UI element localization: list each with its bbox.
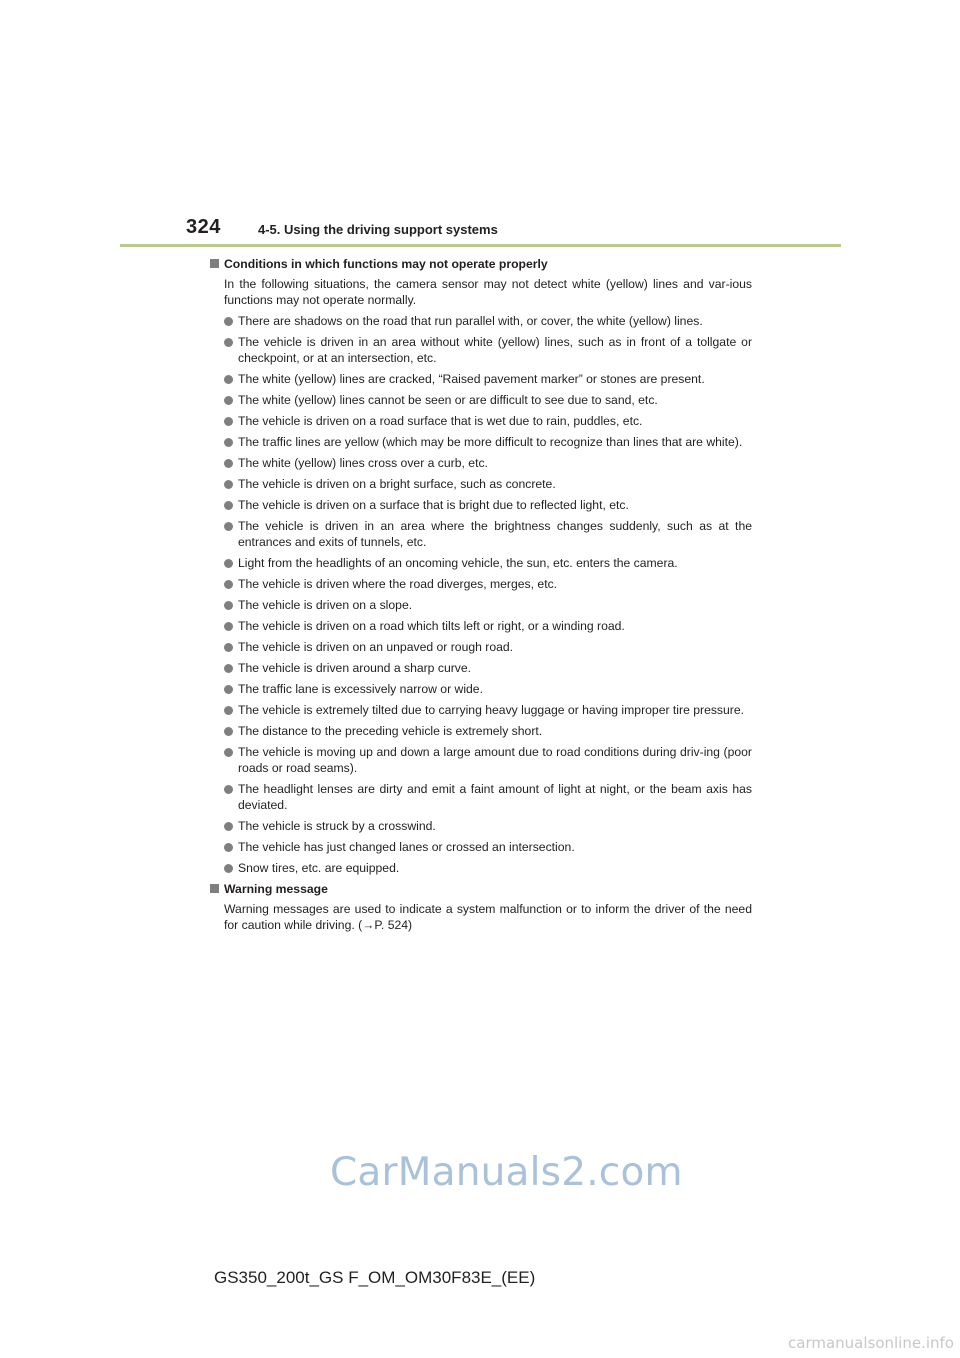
round-bullet-icon [224,559,233,568]
list-item [210,371,752,387]
list-item [210,455,752,471]
round-bullet-icon [224,727,233,736]
list-item [210,334,752,366]
list-item [210,681,752,697]
list-item [210,781,752,813]
list-item [210,576,752,592]
conditions-heading-text: Conditions in which functions may not operate properly [224,257,548,271]
round-bullet-icon [224,317,233,326]
square-bullet-icon [210,884,219,893]
list-item-text: The vehicle is struck by a crosswind. [238,819,436,833]
round-bullet-icon [224,375,233,384]
watermark-logo: CarManuals2.com [330,1150,683,1195]
round-bullet-icon [224,664,233,673]
list-item [210,639,752,655]
round-bullet-icon [224,843,233,852]
list-item [210,597,752,613]
list-item [210,413,752,429]
list-item [210,555,752,571]
round-bullet-icon [224,785,233,794]
list-item [210,518,752,550]
list-item-text: The headlight lenses are dirty and emit a faint amount of light at night, or the beam axis has deviated. [238,782,752,812]
round-bullet-icon [224,417,233,426]
page-number: 324 [186,216,221,238]
warning-text: Warning messages are used to indicate a system malfunction or to inform the driver of the need for caution while driving. (→P. 524) [224,902,752,932]
document-code-footer: GS350_200t_GS F_OM_OM30F83E_(EE) [214,1268,536,1287]
conditions-list [210,313,752,876]
round-bullet-icon [224,622,233,631]
list-item-text: Light from the headlights of an oncoming vehicle, the sun, etc. enters the camera. [238,556,678,570]
list-item-text: The distance to the preceding vehicle is extremely short. [238,724,543,738]
round-bullet-icon [224,522,233,531]
list-item [210,476,752,492]
list-item [210,497,752,513]
section-title: 4-5. Using the driving support systems [258,222,498,237]
conditions-heading [210,256,752,272]
square-bullet-icon [210,259,219,268]
round-bullet-icon [224,580,233,589]
list-item-text: The vehicle has just changed lanes or crossed an intersection. [238,840,575,854]
round-bullet-icon [224,438,233,447]
list-item-text: The vehicle is driven on a road surface that is wet due to rain, puddles, etc. [238,414,643,428]
list-item-text: The vehicle is driven on a bright surface, such as concrete. [238,477,556,491]
list-item [210,313,752,329]
list-item-text: The white (yellow) lines cross over a curb, etc. [238,456,488,470]
list-item [210,434,752,450]
list-item [210,860,752,876]
list-item [210,702,752,718]
page-header [186,216,846,242]
round-bullet-icon [224,864,233,873]
conditions-intro: In the following situations, the camera sensor may not detect white (yellow) lines and var-ious functions may not operate normally. [224,277,752,307]
round-bullet-icon [224,501,233,510]
list-item [210,818,752,834]
list-item [210,744,752,776]
list-item-text: The vehicle is driven on a surface that is bright due to reflected light, etc. [238,498,629,512]
round-bullet-icon [224,601,233,610]
warning-heading-text: Warning message [224,882,328,896]
round-bullet-icon [224,396,233,405]
list-item-text: The vehicle is driven in an area without white (yellow) lines, such as in front of a tollgate or checkpoint, or at an intersection, etc. [238,335,752,365]
round-bullet-icon [224,706,233,715]
list-item-text: The vehicle is moving up and down a large amount due to road conditions during driv-ing (poor roads or road seams). [238,745,752,775]
list-item [210,839,752,855]
list-item-text: The vehicle is driven on a road which tilts left or right, or a winding road. [238,619,625,633]
list-item [210,392,752,408]
round-bullet-icon [224,459,233,468]
header-rule [120,244,841,247]
list-item-text: There are shadows on the road that run parallel with, or cover, the white (yellow) lines. [238,314,703,328]
list-item-text: The traffic lines are yellow (which may be more difficult to recognize than lines that are white). [238,435,743,449]
corner-watermark: carmanualsonline.info [788,1334,954,1352]
list-item [210,660,752,676]
list-item [210,618,752,634]
round-bullet-icon [224,643,233,652]
list-item-text: The vehicle is driven in an area where the brightness changes suddenly, such as at the entrances and exits of tunnels, etc. [238,519,752,549]
round-bullet-icon [224,338,233,347]
round-bullet-icon [224,822,233,831]
round-bullet-icon [224,480,233,489]
list-item-text: The white (yellow) lines are cracked, “Raised pavement marker” or stones are present. [238,372,705,386]
round-bullet-icon [224,685,233,694]
page-content [210,256,752,938]
list-item-text: The vehicle is extremely tilted due to carrying heavy luggage or having improper tire pressure. [238,703,745,717]
warning-heading [210,881,752,897]
list-item-text: Snow tires, etc. are equipped. [238,861,400,875]
list-item-text: The vehicle is driven on an unpaved or rough road. [238,640,514,654]
list-item-text: The white (yellow) lines cannot be seen or are difficult to see due to sand, etc. [238,393,658,407]
list-item-text: The traffic lane is excessively narrow or wide. [238,682,483,696]
list-item-text: The vehicle is driven around a sharp curve. [238,661,472,675]
round-bullet-icon [224,748,233,757]
list-item-text: The vehicle is driven where the road diverges, merges, etc. [238,577,558,591]
list-item-text: The vehicle is driven on a slope. [238,598,413,612]
list-item [210,723,752,739]
